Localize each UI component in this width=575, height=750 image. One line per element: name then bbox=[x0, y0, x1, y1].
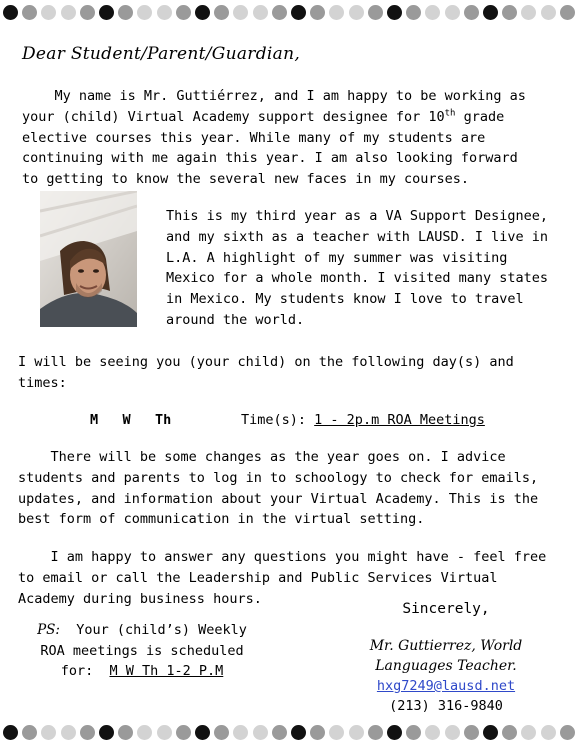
border-dot bbox=[387, 5, 402, 20]
border-dot bbox=[502, 725, 517, 740]
time-label: Time(s): bbox=[241, 412, 307, 428]
ps-line bbox=[22, 661, 262, 682]
border-dot bbox=[118, 5, 133, 20]
border-dot bbox=[214, 725, 229, 740]
border-dot bbox=[502, 5, 517, 20]
border-dot bbox=[387, 725, 402, 740]
border-dot bbox=[368, 5, 383, 20]
signature-line: Languages Teacher. bbox=[375, 658, 517, 674]
border-dot bbox=[329, 725, 344, 740]
closing bbox=[355, 601, 537, 617]
border-dot bbox=[99, 5, 114, 20]
salutation: Dear Student/Parent/Guardian, bbox=[22, 44, 301, 64]
border-dot bbox=[253, 725, 268, 740]
schedule-days: M W Th bbox=[90, 412, 172, 428]
border-dot bbox=[464, 5, 479, 20]
changes-paragraph bbox=[18, 447, 538, 530]
sincerely: Sincerely, bbox=[402, 601, 490, 617]
border-dot bbox=[80, 5, 95, 20]
border-dot bbox=[272, 5, 287, 20]
border-dot bbox=[483, 5, 498, 20]
schedule-time bbox=[241, 412, 485, 428]
dotted-border-top bbox=[0, 3, 575, 23]
intro-line: your (child) Virtual Academy support designee for 10 bbox=[22, 108, 445, 125]
phone-number: (213) 316-9840 bbox=[389, 698, 503, 714]
border-dot bbox=[137, 5, 152, 20]
border-dot bbox=[41, 725, 56, 740]
ps-line: ROA meetings is scheduled bbox=[40, 642, 244, 659]
border-dot bbox=[176, 725, 191, 740]
ps-note bbox=[22, 620, 262, 682]
changes-line: There will be some changes as the year goes on. I advice bbox=[18, 449, 506, 465]
border-dot bbox=[368, 725, 383, 740]
border-dot bbox=[3, 725, 18, 740]
signature-name bbox=[335, 636, 557, 676]
changes-line: best form of communication in the virtual setting. bbox=[18, 511, 425, 528]
ps-for-label: for: bbox=[60, 663, 94, 679]
border-dot bbox=[310, 725, 325, 740]
intro-line: to getting to know the several new faces in my courses. bbox=[22, 171, 470, 188]
border-dot bbox=[521, 725, 536, 740]
border-dot bbox=[521, 5, 536, 20]
questions-line: Academy during business hours. bbox=[18, 590, 262, 607]
intro-paragraph bbox=[22, 86, 526, 190]
bio-line: This is my third year as a VA Support Designee, bbox=[166, 208, 549, 224]
border-dot bbox=[541, 5, 556, 20]
border-dot bbox=[272, 725, 287, 740]
border-dot bbox=[118, 725, 133, 740]
bio-line: Mexico for a whole month. I visited many states bbox=[166, 270, 549, 287]
questions-line: to email or call the Leadership and Public Services Virtual bbox=[18, 569, 498, 586]
intro-line: My name is Mr. Guttiérrez, and I am happy to be working as bbox=[22, 88, 526, 104]
ordinal-superscript: th bbox=[444, 108, 456, 119]
email-link[interactable]: hxg7249@lausd.net bbox=[376, 678, 516, 694]
border-dot bbox=[22, 5, 37, 20]
border-dot bbox=[99, 725, 114, 740]
schedule-intro bbox=[18, 352, 514, 394]
border-dot bbox=[195, 725, 210, 740]
border-dot bbox=[137, 725, 152, 740]
bio-line: and my sixth as a teacher with LAUSD. I live in bbox=[166, 228, 549, 245]
border-dot bbox=[445, 725, 460, 740]
border-dot bbox=[233, 725, 248, 740]
border-dot bbox=[406, 725, 421, 740]
time-value: 1 - 2p.m ROA Meetings bbox=[314, 412, 485, 428]
ps-label: PS: bbox=[37, 622, 60, 638]
border-dot bbox=[176, 5, 191, 20]
bio-line: in Mexico. My students know I love to travel bbox=[166, 291, 524, 308]
border-dot bbox=[253, 5, 268, 20]
bio-line: around the world. bbox=[166, 311, 305, 328]
intro-line: elective courses this year. While many of my students are bbox=[22, 129, 486, 146]
ps-line-text: Your (child’s) Weekly bbox=[76, 622, 247, 638]
schedule-intro-line: I will be seeing you (your child) on the following day(s) and bbox=[18, 354, 514, 370]
border-dot bbox=[3, 5, 18, 20]
border-dot bbox=[425, 725, 440, 740]
border-dot bbox=[464, 725, 479, 740]
intro-line: grade bbox=[455, 108, 505, 125]
bio-line: L.A. A highlight of my summer was visiting bbox=[166, 249, 508, 266]
border-dot bbox=[22, 725, 37, 740]
border-dot bbox=[329, 5, 344, 20]
signature-line: Mr. Guttierrez, World bbox=[369, 638, 523, 654]
ps-schedule-value: M W Th 1-2 P.M bbox=[109, 663, 224, 679]
changes-line: students and parents to log in to schoology to check for emails, bbox=[18, 469, 539, 486]
border-dot bbox=[310, 5, 325, 20]
border-dot bbox=[406, 5, 421, 20]
border-dot bbox=[349, 725, 364, 740]
border-dot bbox=[157, 725, 172, 740]
teacher-photo bbox=[40, 191, 137, 327]
border-dot bbox=[425, 5, 440, 20]
border-dot bbox=[214, 5, 229, 20]
border-dot bbox=[80, 725, 95, 740]
border-dot bbox=[483, 725, 498, 740]
border-dot bbox=[233, 5, 248, 20]
border-dot bbox=[291, 725, 306, 740]
bio-paragraph bbox=[166, 206, 548, 331]
border-dot bbox=[195, 5, 210, 20]
dotted-border-bottom bbox=[0, 723, 575, 743]
border-dot bbox=[61, 5, 76, 20]
border-dot bbox=[445, 5, 460, 20]
intro-line: continuing with me again this year. I am also looking forward bbox=[22, 150, 518, 167]
border-dot bbox=[157, 5, 172, 20]
border-dot bbox=[41, 5, 56, 20]
border-dot bbox=[349, 5, 364, 20]
questions-line: I am happy to answer any questions you might have - feel free bbox=[18, 549, 547, 565]
border-dot bbox=[61, 725, 76, 740]
schedule-intro-line: times: bbox=[18, 374, 67, 391]
changes-line: updates, and information about your Virtual Academy. This is the bbox=[18, 490, 539, 507]
border-dot bbox=[541, 725, 556, 740]
border-dot bbox=[560, 725, 575, 740]
border-dot bbox=[291, 5, 306, 20]
ps-line bbox=[22, 620, 262, 641]
border-dot bbox=[560, 5, 575, 20]
